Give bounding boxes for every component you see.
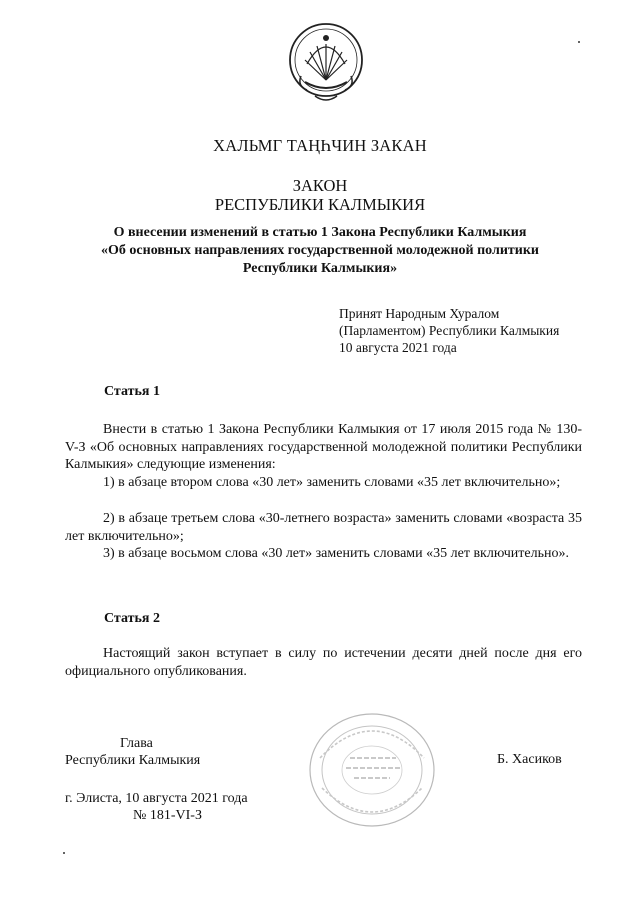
adoption-line: (Парламентом) Республики Калмыкия <box>339 323 560 338</box>
law-name-line: О внесении изменений в статью 1 Закона Республики Калмыкия <box>113 225 527 240</box>
article1-heading: Статья 1 <box>104 384 160 399</box>
article1-item2: 2) в абзаце третьем слова «30-летнего возраста» заменить словами «возраста 35 лет включительно»; <box>65 511 582 544</box>
law-label: ЗАКОН <box>292 176 348 195</box>
law-name-line: «Об основных направлениях государственной молодежной политики <box>101 243 539 258</box>
adoption-line: Принят Народным Хуралом <box>339 306 500 321</box>
kalmyk-law-title: ХАЛЬМГ ТАҢҺЧИН ЗАКАН <box>213 136 427 155</box>
republic-title: РЕСПУБЛИКИ КАЛМЫКИЯ <box>214 195 426 214</box>
article2-text: Настоящий закон вступает в силу по истечении десяти дней после дня его официального опубликования. <box>65 646 582 679</box>
official-seal-icon <box>300 708 450 838</box>
signatory-name: Б. Хасиков <box>497 752 562 767</box>
law-name <box>60 224 580 278</box>
article2-heading: Статья 2 <box>104 611 160 626</box>
signatory-republic: Республики Калмыкия <box>65 753 201 768</box>
place-date: г. Элиста, 10 августа 2021 года <box>65 791 248 806</box>
coat-of-arms-icon <box>287 20 365 108</box>
article1-intro: Внести в статью 1 Закона Республики Калмыкия от 17 июля 2015 года № 130-V-З «Об основных направлениях государственной молодежной политики Республики Калмыкия» следующие изменения: <box>65 422 582 472</box>
article1-item3: 3) в абзаце восьмом слова «30 лет» заменить словами «35 лет включительно». <box>103 546 569 561</box>
article1-item1: 1) в абзаце втором слова «30 лет» заменить словами «35 лет включительно»; <box>103 475 561 490</box>
signatory-title: Глава <box>120 736 153 751</box>
adoption-line: 10 августа 2021 года <box>339 340 457 355</box>
law-number: № 181-VI-З <box>133 808 202 823</box>
scan-speck <box>578 41 580 43</box>
adoption-note <box>339 305 559 356</box>
law-name-line: Республики Калмыкия» <box>242 261 398 276</box>
scan-speck <box>63 852 65 854</box>
law-title <box>0 176 640 214</box>
